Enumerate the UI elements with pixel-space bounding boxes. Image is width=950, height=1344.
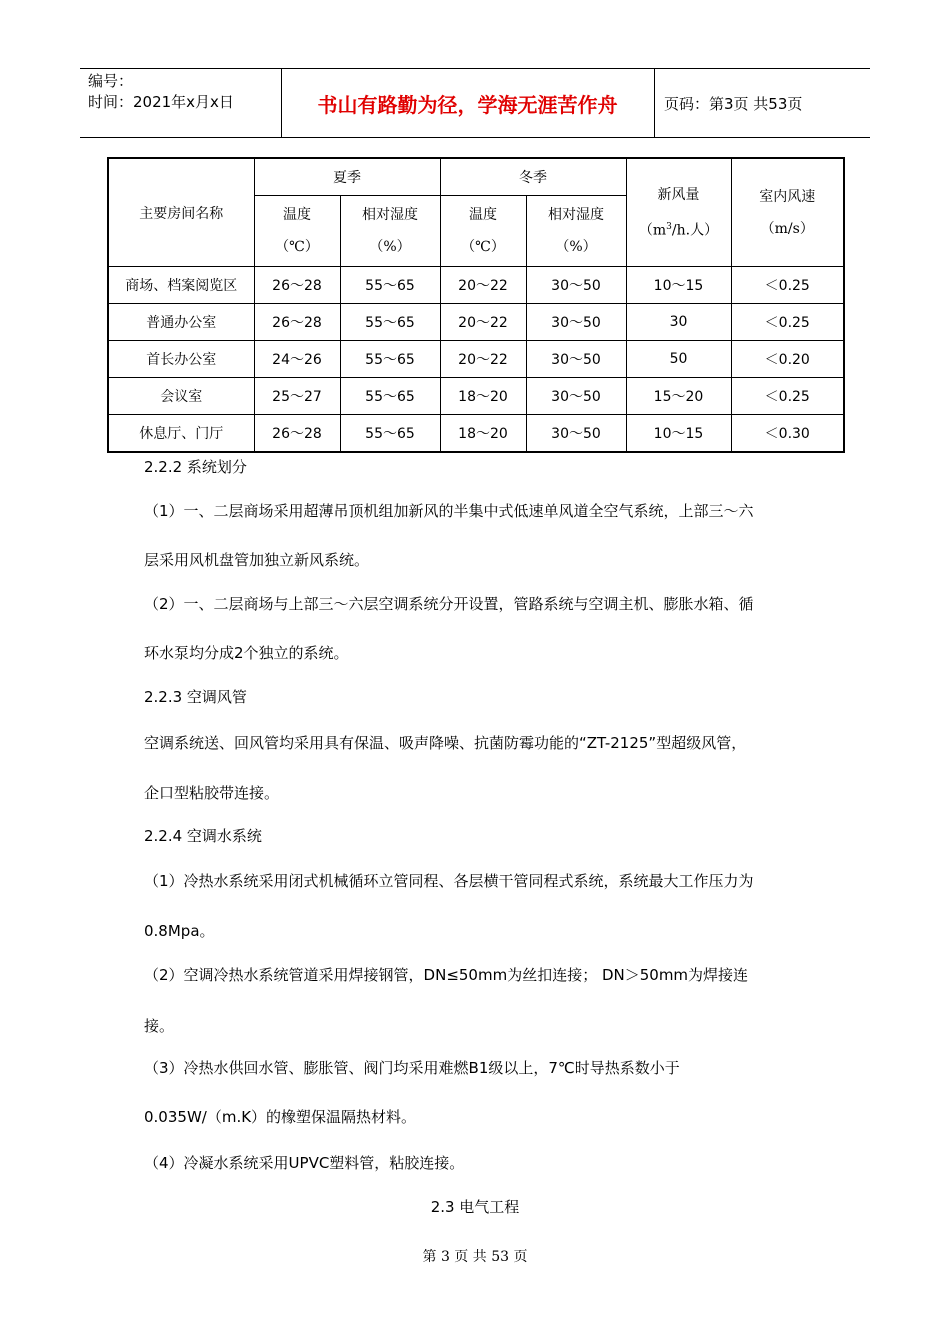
number-label: 编号： [88,72,134,90]
page-header [80,68,870,138]
table-row [108,304,844,341]
header-motto: 书山有路勤为径，学海无涯苦作舟 [317,92,618,117]
wind-speed-header [731,158,844,267]
summer-temp: 26～28 [254,415,340,453]
room-name: 商场、档案阅览区 [108,267,254,304]
fresh-air-unit: （$m^3/h$.人） [638,221,719,239]
paragraph-1-line-1: （1）一、二层商场采用超薄吊顶机组加新风的半集中式低速单风道全空气系统，上部三～六 [144,502,754,520]
summer-temp-header: 温度 （℃） [254,196,340,267]
paragraph-6-line-2: 0.035W/（m.K）的橡塑保温隔热材料。 [144,1108,417,1126]
header-divider [654,69,655,137]
paragraph-5-line-2: 接。 [144,1017,175,1035]
table-row [108,267,844,304]
time-label: 时间：2021年x月x日 [88,93,234,111]
wind-speed: ＜0.25 [731,304,844,341]
fresh-air: 50 [626,341,731,378]
summer-humidity: 55～65 [340,378,440,415]
summer-humidity: 55～65 [340,341,440,378]
heading-2-2-3: 2.2.3 空调风管 [144,688,247,706]
room-name: 首长办公室 [108,341,254,378]
room-name: 休息厅、门厅 [108,415,254,453]
room-name: 普通办公室 [108,304,254,341]
winter-humidity: 30～50 [526,267,626,304]
winter-humidity-header: 相对湿度 （%） [526,196,626,267]
summer-humidity-header: 相对湿度 （%） [340,196,440,267]
header-page-label: 页码：第3页 共53页 [664,94,803,113]
table-row [108,341,844,378]
paragraph-2-line-2: 环水泵均分成2个独立的系统。 [144,644,349,662]
paragraph-1-line-2: 层采用风机盘管加独立新风系统。 [144,551,370,569]
wind-speed-label: 室内风速 [759,188,816,205]
winter-temp: 20～22 [440,304,526,341]
paragraph-6-line-1: （3）冷热水供回水管、膨胀管、阀门均采用难燃B1级以上，7℃时导热系数小于 [144,1059,680,1077]
fresh-air-label: 新风量 [657,186,700,203]
wind-speed: ＜0.20 [731,341,844,378]
header-left [88,71,283,113]
summer-humidity: 55～65 [340,415,440,453]
winter-temp: 20～22 [440,341,526,378]
paragraph-4-line-2: 0.8Mpa。 [144,922,215,940]
paragraph-5-line-1: （2）空调冷热水系统管道采用焊接钢管，DN≤50mm为丝扣连接； DN＞50mm为焊接连 [144,966,749,984]
summer-temp: 26～28 [254,267,340,304]
winter-temp-header: 温度 （℃） [440,196,526,267]
winter-temp: 20～22 [440,267,526,304]
fresh-air: 10～15 [626,415,731,453]
winter-humidity: 30～50 [526,378,626,415]
winter-temp: 18～20 [440,415,526,453]
wind-speed: ＜0.25 [731,267,844,304]
winter-header: 冬季 [440,158,626,196]
fresh-air: 30 [626,304,731,341]
summer-temp: 24～26 [254,341,340,378]
winter-humidity: 30～50 [526,304,626,341]
paragraph-3-line-2: 企口型粘胶带连接。 [144,784,280,802]
winter-temp: 18～20 [440,378,526,415]
paragraph-2-line-1: （2）一、二层商场与上部三～六层空调系统分开设置，管路系统与空调主机、膨胀水箱、循 [144,595,754,613]
winter-humidity: 30～50 [526,341,626,378]
paragraph-7: （4）冷凝水系统采用UPVC塑料管，粘胶连接。 [144,1154,465,1172]
heading-2-2-4: 2.2.4 空调水系统 [144,827,262,845]
summer-humidity: 55～65 [340,267,440,304]
summer-humidity: 55～65 [340,304,440,341]
heading-2-2-2: 2.2.2 系统划分 [144,458,247,476]
heading-2-3: 2.3 电气工程 [430,1198,520,1216]
page-footer: 第 3 页 共 53 页 [422,1249,528,1265]
summer-temp: 26～28 [254,304,340,341]
wind-speed: ＜0.25 [731,378,844,415]
paragraph-3-line-1: 空调系统送、回风管均采用具有保温、吸声降噪、抗菌防霉功能的“ZT-2125”型超级风管， [144,734,747,752]
wind-speed-unit: （m/s） [760,220,814,237]
room-name: 会议室 [108,378,254,415]
fresh-air: 15～20 [626,378,731,415]
table-row [108,378,844,415]
col-room-header: 主要房间名称 [108,158,254,267]
summer-temp: 25～27 [254,378,340,415]
hvac-design-table [107,157,845,453]
winter-humidity: 30～50 [526,415,626,453]
fresh-air-header [626,158,731,267]
table-row [108,415,844,453]
summer-header: 夏季 [254,158,440,196]
fresh-air: 10～15 [626,267,731,304]
paragraph-4-line-1: （1）冷热水系统采用闭式机械循环立管同程、各层横干管同程式系统，系统最大工作压力为 [144,872,754,890]
wind-speed: ＜0.30 [731,415,844,453]
